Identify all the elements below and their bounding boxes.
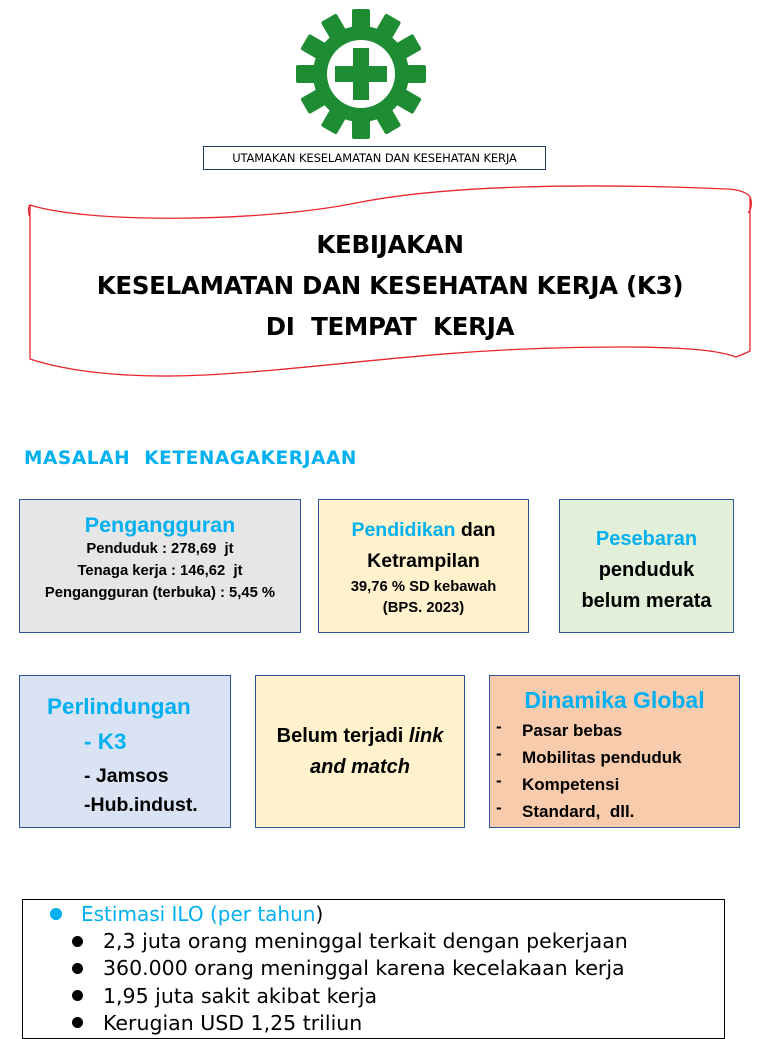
perlindungan-line: -Hub.indust. [84,794,198,816]
pendidikan-box [318,499,529,633]
title-line-3: DI TEMPAT KERJA [265,312,515,341]
dash-bullet-icon: - [496,744,502,763]
k3-heading: - K3 [84,729,127,754]
ilo-heading-main: Estimasi ILO (per tahun [81,902,316,926]
pesebaran-line: penduduk [598,559,695,581]
pesebaran-heading: Pesebaran [595,528,698,550]
link-and-match-plain: Belum terjadi [276,724,409,747]
dinamika-item-label: Mobilitas penduduk [522,748,682,767]
perlindungan-box [19,675,231,828]
pendidikan-line: (BPS. 2023) [382,600,465,616]
link-and-match-italic-2: and match [309,755,411,778]
ilo-item: 1,95 juta sakit akibat kerja [103,984,378,1008]
list-item [490,798,739,825]
pengangguran-line: Pengangguran (terbuka) : 5,45 % [44,585,276,601]
link-and-match-box [255,675,465,828]
bullet-dot-icon [72,1017,83,1028]
ilo-item: 2,3 juta orang meninggal terkait dengan pekerjaan [103,929,628,953]
section-heading: MASALAH KETENAGAKERJAAN [24,448,357,469]
pendidikan-heading-rest: dan [455,519,496,541]
title-line-1: KEBIJAKAN [316,230,464,259]
link-and-match-line-2 [256,752,464,783]
bullet-dot-icon [50,908,62,920]
ilo-item: 360.000 orang meninggal karena kecelakaan kerja [103,956,625,980]
bullet-dot-icon [72,936,83,947]
ilo-estimate-box [22,899,725,1039]
dinamika-item-label: Pasar bebas [522,721,623,740]
dinamika-global-box [489,675,740,828]
pengangguran-line: Penduduk : 278,69 jt [86,541,234,557]
perlindungan-line: - Jamsos [84,765,169,787]
ketrampilan-heading: Ketrampilan [367,550,480,572]
perlindungan-heading: Perlindungan [47,694,191,719]
pendidikan-line: 39,76 % SD kebawah [350,579,497,595]
bullet-dot-icon [72,990,83,1001]
pesebaran-line: belum merata [581,590,712,612]
bullet-dot-icon [72,963,83,974]
page-title [40,224,740,347]
dinamika-item-label: Standard, dll. [522,802,635,821]
safety-motto-label: UTAMAKAN KESELAMATAN DAN KESEHATAN KERJA [203,146,546,170]
link-and-match-italic-1: link [408,724,444,747]
dash-bullet-icon: - [496,717,502,736]
ilo-heading [81,901,323,927]
list-item [490,771,739,798]
pesebaran-box [559,499,734,633]
ilo-heading-close: ) [315,902,324,926]
dinamika-item-label: Kompetensi [522,775,620,794]
ilo-item: Kerugian USD 1,25 triliun [103,1011,363,1035]
dinamika-heading: Dinamika Global [524,687,705,713]
dash-bullet-icon: - [496,771,502,790]
list-item [490,717,739,744]
dash-bullet-icon: - [496,798,502,817]
pengangguran-line: Tenaga kerja : 146,62 jt [77,563,243,579]
link-and-match-line-1 [256,721,464,752]
pendidikan-heading-blue: Pendidikan [351,519,456,541]
dinamika-list [490,717,739,825]
list-item [490,744,739,771]
k3-gear-cross-logo-icon [295,8,427,140]
pengangguran-box [19,499,301,633]
pendidikan-heading [319,515,528,546]
pengangguran-heading: Pengangguran [84,513,236,537]
title-line-2: KESELAMATAN DAN KESEHATAN KERJA (K3) [96,271,684,300]
